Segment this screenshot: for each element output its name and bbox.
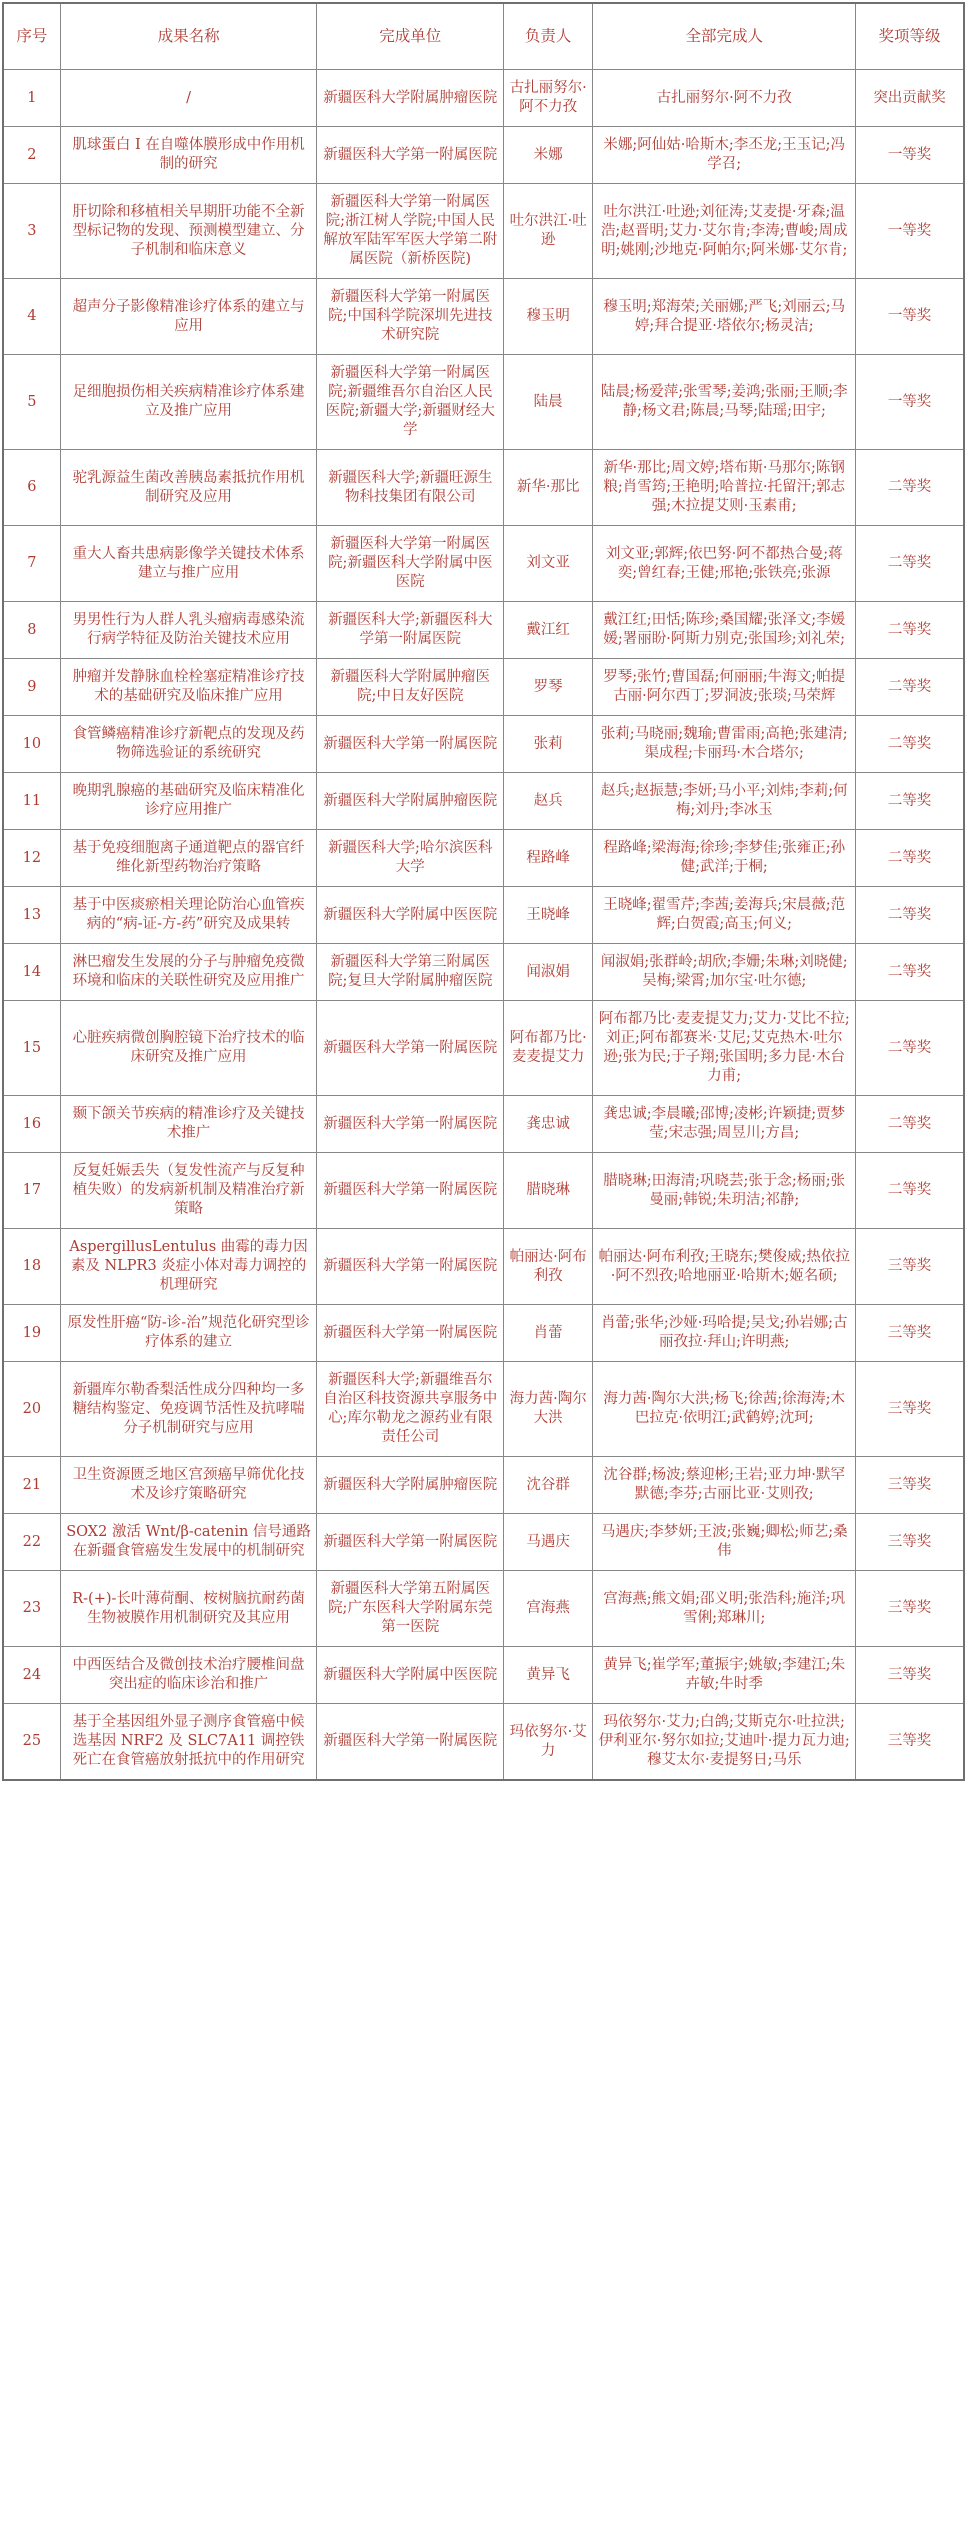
cell-leader: 腊晓琳 (504, 1153, 593, 1229)
cell-all-completers: 赵兵;赵振慧;李妍;马小平;刘炜;李莉;何梅;刘丹;李冰玉 (593, 773, 856, 830)
cell-all-completers: 刘文亚;郭辉;依巴努·阿不都热合曼;蒋奕;曾红春;王健;邢艳;张铁亮;张源 (593, 526, 856, 602)
cell-completing-unit: 新疆医科大学第一附属医院 (317, 127, 504, 184)
cell-index: 2 (3, 127, 60, 184)
cell-completing-unit: 新疆医科大学第一附属医院;新疆维吾尔自治区人民医院;新疆大学;新疆财经大学 (317, 355, 504, 450)
table-row (3, 716, 964, 773)
cell-index: 3 (3, 184, 60, 279)
cell-completing-unit: 新疆医科大学;新疆医科大学第一附属医院 (317, 602, 504, 659)
cell-completing-unit: 新疆医科大学;哈尔滨医科大学 (317, 830, 504, 887)
awards-table (2, 2, 965, 1781)
cell-completing-unit: 新疆医科大学附属肿瘤医院;中日友好医院 (317, 659, 504, 716)
cell-achievement-name: 心脏疾病微创胸腔镜下治疗技术的临床研究及推广应用 (60, 1001, 317, 1096)
cell-completing-unit: 新疆医科大学附属肿瘤医院 (317, 70, 504, 127)
column-header-index: 序号 (3, 3, 60, 70)
cell-award-level: 二等奖 (856, 659, 964, 716)
cell-achievement-name: 淋巴瘤发生发展的分子与肿瘤免疫微环境和临床的关联性研究及应用推广 (60, 944, 317, 1001)
cell-completing-unit: 新疆医科大学附属肿瘤医院 (317, 773, 504, 830)
cell-achievement-name: SOX2 激活 Wnt/β-catenin 信号通路在新疆食管癌发生发展中的机制研究 (60, 1514, 317, 1571)
cell-completing-unit: 新疆医科大学附属中医医院 (317, 887, 504, 944)
table-row (3, 1647, 964, 1704)
column-header-all-completers: 全部完成人 (593, 3, 856, 70)
cell-index: 19 (3, 1305, 60, 1362)
cell-achievement-name: 原发性肝癌“防-诊-治”规范化研究型诊疗体系的建立 (60, 1305, 317, 1362)
cell-achievement-name: 重大人畜共患病影像学关键技术体系建立与推广应用 (60, 526, 317, 602)
table-row (3, 450, 964, 526)
cell-award-level: 二等奖 (856, 450, 964, 526)
cell-completing-unit: 新疆医科大学第一附属医院 (317, 1096, 504, 1153)
cell-achievement-name: 基于免疫细胞离子通道靶点的器官纤维化新型药物治疗策略 (60, 830, 317, 887)
cell-index: 9 (3, 659, 60, 716)
cell-leader: 王晓峰 (504, 887, 593, 944)
cell-completing-unit: 新疆医科大学第一附属医院 (317, 1001, 504, 1096)
cell-all-completers: 闻淑娟;张群岭;胡欣;李姗;朱琳;刘晓健;吴梅;梁霄;加尔宝·吐尔德; (593, 944, 856, 1001)
cell-all-completers: 海力茜·陶尔大洪;杨飞;徐茜;徐海涛;木巴拉克·依明江;武鹤婷;沈珂; (593, 1362, 856, 1457)
cell-leader: 帕丽达·阿布利孜 (504, 1229, 593, 1305)
cell-achievement-name: 颞下颌关节疾病的精准诊疗及关键技术推广 (60, 1096, 317, 1153)
cell-all-completers: 腊晓琳;田海清;巩晓芸;张于念;杨丽;张曼丽;韩锐;朱玥洁;祁静; (593, 1153, 856, 1229)
column-header-leader: 负责人 (504, 3, 593, 70)
cell-leader: 宫海燕 (504, 1571, 593, 1647)
cell-index: 1 (3, 70, 60, 127)
cell-completing-unit: 新疆医科大学第一附属医院 (317, 1229, 504, 1305)
table-row (3, 70, 964, 127)
cell-completing-unit: 新疆医科大学;新疆旺源生物科技集团有限公司 (317, 450, 504, 526)
cell-achievement-name: 晚期乳腺癌的基础研究及临床精准化诊疗应用推广 (60, 773, 317, 830)
cell-index: 16 (3, 1096, 60, 1153)
cell-achievement-name: 男男性行为人群人乳头瘤病毒感染流行病学特征及防治关键技术应用 (60, 602, 317, 659)
cell-award-level: 二等奖 (856, 944, 964, 1001)
table-row (3, 355, 964, 450)
table-row (3, 944, 964, 1001)
cell-index: 17 (3, 1153, 60, 1229)
cell-achievement-name: 驼乳源益生菌改善胰岛素抵抗作用机制研究及应用 (60, 450, 317, 526)
cell-leader: 闻淑娟 (504, 944, 593, 1001)
table-row (3, 1305, 964, 1362)
table-row (3, 1571, 964, 1647)
cell-completing-unit: 新疆医科大学;新疆维吾尔自治区科技资源共享服务中心;库尔勒龙之源药业有限责任公司 (317, 1362, 504, 1457)
cell-achievement-name: 基于全基因组外显子测序食管癌中候选基因 NRF2 及 SLC7A11 调控铁死亡在食管癌放射抵抗中的作用研究 (60, 1704, 317, 1781)
cell-award-level: 三等奖 (856, 1229, 964, 1305)
table-row (3, 1229, 964, 1305)
cell-achievement-name: 基于中医痰瘀相关理论防治心血管疾病的“病-证-方-药”研究及成果转 (60, 887, 317, 944)
table-body (3, 70, 964, 1781)
cell-all-completers: 吐尔洪江·吐逊;刘征涛;艾麦提·牙森;温浩;赵晋明;艾力·艾尔肯;李涛;曹峻;周成明;姚刚;沙地克·阿帕尔;阿米娜·艾尔肯; (593, 184, 856, 279)
cell-leader: 肖蕾 (504, 1305, 593, 1362)
cell-leader: 戴江红 (504, 602, 593, 659)
table-row (3, 127, 964, 184)
cell-index: 10 (3, 716, 60, 773)
cell-leader: 马遇庆 (504, 1514, 593, 1571)
cell-completing-unit: 新疆医科大学第一附属医院 (317, 1153, 504, 1229)
cell-index: 11 (3, 773, 60, 830)
cell-index: 8 (3, 602, 60, 659)
cell-leader: 沈谷群 (504, 1457, 593, 1514)
cell-award-level: 三等奖 (856, 1647, 964, 1704)
cell-completing-unit: 新疆医科大学第一附属医院;中国科学院深圳先进技术研究院 (317, 279, 504, 355)
cell-all-completers: 古扎丽努尔·阿不力孜 (593, 70, 856, 127)
cell-award-level: 二等奖 (856, 773, 964, 830)
cell-all-completers: 穆玉明;郑海荣;关丽娜;严飞;刘丽云;马婷;拜合提亚·塔依尔;杨灵洁; (593, 279, 856, 355)
cell-all-completers: 王晓峰;翟雪芹;李茜;姜海兵;宋晨薇;范辉;白贺霞;高玉;何义; (593, 887, 856, 944)
table-row (3, 1704, 964, 1781)
cell-all-completers: 玛依努尔·艾力;白鸽;艾斯克尔·吐拉洪;伊利亚尔·努尔如拉;艾迪叶·提力瓦力迪;穆艾太尔·麦提努日;马乐 (593, 1704, 856, 1781)
cell-all-completers: 沈谷群;杨波;蔡迎彬;王岩;亚力坤·默罕默德;李芬;古丽比亚·艾则孜; (593, 1457, 856, 1514)
cell-award-level: 三等奖 (856, 1571, 964, 1647)
cell-leader: 古扎丽努尔·阿不力孜 (504, 70, 593, 127)
cell-leader: 刘文亚 (504, 526, 593, 602)
cell-leader: 程路峰 (504, 830, 593, 887)
cell-completing-unit: 新疆医科大学第五附属医院;广东医科大学附属东莞第一医院 (317, 1571, 504, 1647)
cell-completing-unit: 新疆医科大学第一附属医院 (317, 716, 504, 773)
table-row (3, 184, 964, 279)
cell-award-level: 一等奖 (856, 184, 964, 279)
cell-leader: 米娜 (504, 127, 593, 184)
cell-award-level: 突出贡献奖 (856, 70, 964, 127)
cell-achievement-name: / (60, 70, 317, 127)
cell-achievement-name: 肿瘤并发静脉血栓栓塞症精准诊疗技术的基础研究及临床推广应用 (60, 659, 317, 716)
cell-index: 5 (3, 355, 60, 450)
cell-leader: 黄异飞 (504, 1647, 593, 1704)
cell-award-level: 三等奖 (856, 1514, 964, 1571)
cell-achievement-name: R-(+)-长叶薄荷酮、桉树脑抗耐药菌生物被膜作用机制研究及其应用 (60, 1571, 317, 1647)
cell-all-completers: 米娜;阿仙姑·哈斯木;李丕龙;王玉记;冯学召; (593, 127, 856, 184)
cell-all-completers: 罗琴;张竹;曹国磊;何丽丽;牛海文;帕提古丽·阿尔西丁;罗洞波;张琰;马荣辉 (593, 659, 856, 716)
table-row (3, 1153, 964, 1229)
cell-achievement-name: 新疆库尔勒香梨活性成分四种均一多糖结构鉴定、免疫调节活性及抗哮喘分子机制研究与应用 (60, 1362, 317, 1457)
cell-completing-unit: 新疆医科大学第一附属医院;浙江树人学院;中国人民解放军陆军军医大学第二附属医院（新桥医院) (317, 184, 504, 279)
cell-achievement-name: 卫生资源匮乏地区宫颈癌早筛优化技术及诊疗策略研究 (60, 1457, 317, 1514)
cell-completing-unit: 新疆医科大学第三附属医院;复旦大学附属肿瘤医院 (317, 944, 504, 1001)
cell-index: 21 (3, 1457, 60, 1514)
cell-leader: 玛依努尔·艾力 (504, 1704, 593, 1781)
cell-index: 4 (3, 279, 60, 355)
cell-index: 25 (3, 1704, 60, 1781)
table-row (3, 1457, 964, 1514)
cell-achievement-name: 反复妊娠丢失（复发性流产与反复种植失败）的发病新机制及精准治疗新策略 (60, 1153, 317, 1229)
column-header-achievement-name: 成果名称 (60, 3, 317, 70)
table-header-row (3, 3, 964, 70)
cell-leader: 吐尔洪江·吐逊 (504, 184, 593, 279)
cell-leader: 新华·那比 (504, 450, 593, 526)
cell-completing-unit: 新疆医科大学附属中医医院 (317, 1647, 504, 1704)
cell-award-level: 二等奖 (856, 716, 964, 773)
cell-all-completers: 宫海燕;熊文娟;邵义明;张浩科;施洋;巩雪俐;郑琳川; (593, 1571, 856, 1647)
cell-award-level: 二等奖 (856, 1096, 964, 1153)
cell-award-level: 二等奖 (856, 526, 964, 602)
table-row (3, 1001, 964, 1096)
cell-all-completers: 陆晨;杨爱萍;张雪琴;姜鸿;张丽;王顺;李静;杨文君;陈晨;马琴;陆瑶;田宇; (593, 355, 856, 450)
cell-completing-unit: 新疆医科大学第一附属医院;新疆医科大学附属中医医院 (317, 526, 504, 602)
cell-award-level: 二等奖 (856, 830, 964, 887)
cell-achievement-name: 肝切除和移植相关早期肝功能不全新型标记物的发现、预测模型建立、分子机制和临床意义 (60, 184, 317, 279)
cell-leader: 阿布都乃比·麦麦提艾力 (504, 1001, 593, 1096)
table-row (3, 279, 964, 355)
cell-index: 12 (3, 830, 60, 887)
cell-all-completers: 肖蕾;张华;沙娅·玛哈提;吴戈;孙岩娜;古丽孜拉·拜山;许明燕; (593, 1305, 856, 1362)
cell-award-level: 二等奖 (856, 1001, 964, 1096)
cell-all-completers: 马遇庆;李梦妍;王波;张巍;卿松;师艺;桑伟 (593, 1514, 856, 1571)
cell-index: 13 (3, 887, 60, 944)
cell-award-level: 二等奖 (856, 602, 964, 659)
cell-achievement-name: 超声分子影像精准诊疗体系的建立与应用 (60, 279, 317, 355)
column-header-completing-unit: 完成单位 (317, 3, 504, 70)
table-row (3, 830, 964, 887)
cell-leader: 张莉 (504, 716, 593, 773)
table-row (3, 526, 964, 602)
cell-achievement-name: AspergillusLentulus 曲霉的毒力因素及 NLPR3 炎症小体对毒力调控的机理研究 (60, 1229, 317, 1305)
cell-all-completers: 程路峰;梁海海;徐珍;李梦佳;张雍正;孙健;武洋;于桐; (593, 830, 856, 887)
cell-all-completers: 新华·那比;周文婷;塔布斯·马那尔;陈钢粮;肖雪筠;王艳明;哈普拉·托留汗;郭志强;木拉提艾则·玉素甫; (593, 450, 856, 526)
table-row (3, 1096, 964, 1153)
table-row (3, 1362, 964, 1457)
table-row (3, 1514, 964, 1571)
cell-leader: 赵兵 (504, 773, 593, 830)
cell-leader: 海力茜·陶尔大洪 (504, 1362, 593, 1457)
cell-completing-unit: 新疆医科大学第一附属医院 (317, 1305, 504, 1362)
table-row (3, 773, 964, 830)
cell-index: 22 (3, 1514, 60, 1571)
cell-leader: 穆玉明 (504, 279, 593, 355)
cell-all-completers: 帕丽达·阿布利孜;王晓东;樊俊威;热依拉·阿不烈孜;哈地丽亚·哈斯木;姬名硕; (593, 1229, 856, 1305)
cell-all-completers: 张莉;马晓丽;魏瑜;曹雷雨;高艳;张建清;渠成程;卡丽玛·木合塔尔; (593, 716, 856, 773)
cell-all-completers: 黄异飞;崔学军;董振宇;姚敏;李建江;朱卉敏;牛时季 (593, 1647, 856, 1704)
cell-index: 14 (3, 944, 60, 1001)
cell-completing-unit: 新疆医科大学附属肿瘤医院 (317, 1457, 504, 1514)
cell-achievement-name: 肌球蛋白 I 在自噬体膜形成中作用机制的研究 (60, 127, 317, 184)
cell-leader: 罗琴 (504, 659, 593, 716)
cell-award-level: 二等奖 (856, 1153, 964, 1229)
cell-all-completers: 戴江红;田恬;陈珍;桑国耀;张泽文;李媛媛;署丽盼·阿斯力别克;张国珍;刘礼荣; (593, 602, 856, 659)
cell-completing-unit: 新疆医科大学第一附属医院 (317, 1514, 504, 1571)
cell-achievement-name: 食管鳞癌精准诊疗新靶点的发现及药物筛选验证的系统研究 (60, 716, 317, 773)
cell-award-level: 二等奖 (856, 887, 964, 944)
table-row (3, 602, 964, 659)
cell-index: 20 (3, 1362, 60, 1457)
cell-leader: 陆晨 (504, 355, 593, 450)
cell-index: 6 (3, 450, 60, 526)
table-row (3, 887, 964, 944)
cell-award-level: 三等奖 (856, 1305, 964, 1362)
cell-index: 23 (3, 1571, 60, 1647)
cell-index: 15 (3, 1001, 60, 1096)
cell-award-level: 一等奖 (856, 127, 964, 184)
cell-index: 24 (3, 1647, 60, 1704)
cell-all-completers: 阿布都乃比·麦麦提艾力;艾力·艾比不拉;刘正;阿布都赛米·艾尼;艾克热木·吐尔逊;张为民;于子翔;张国明;多力昆·木台力甫; (593, 1001, 856, 1096)
cell-award-level: 三等奖 (856, 1362, 964, 1457)
table-row (3, 659, 964, 716)
cell-leader: 龚忠诚 (504, 1096, 593, 1153)
cell-achievement-name: 中西医结合及微创技术治疗腰椎间盘突出症的临床诊治和推广 (60, 1647, 317, 1704)
cell-award-level: 一等奖 (856, 355, 964, 450)
cell-award-level: 三等奖 (856, 1457, 964, 1514)
cell-achievement-name: 足细胞损伤相关疾病精准诊疗体系建立及推广应用 (60, 355, 317, 450)
cell-index: 7 (3, 526, 60, 602)
cell-all-completers: 龚忠诚;李晨曦;邵博;凌彬;许颖捷;贾梦莹;宋志强;周昱川;方昌; (593, 1096, 856, 1153)
column-header-award-level: 奖项等级 (856, 3, 964, 70)
cell-award-level: 一等奖 (856, 279, 964, 355)
cell-index: 18 (3, 1229, 60, 1305)
cell-award-level: 三等奖 (856, 1704, 964, 1781)
cell-completing-unit: 新疆医科大学第一附属医院 (317, 1704, 504, 1781)
